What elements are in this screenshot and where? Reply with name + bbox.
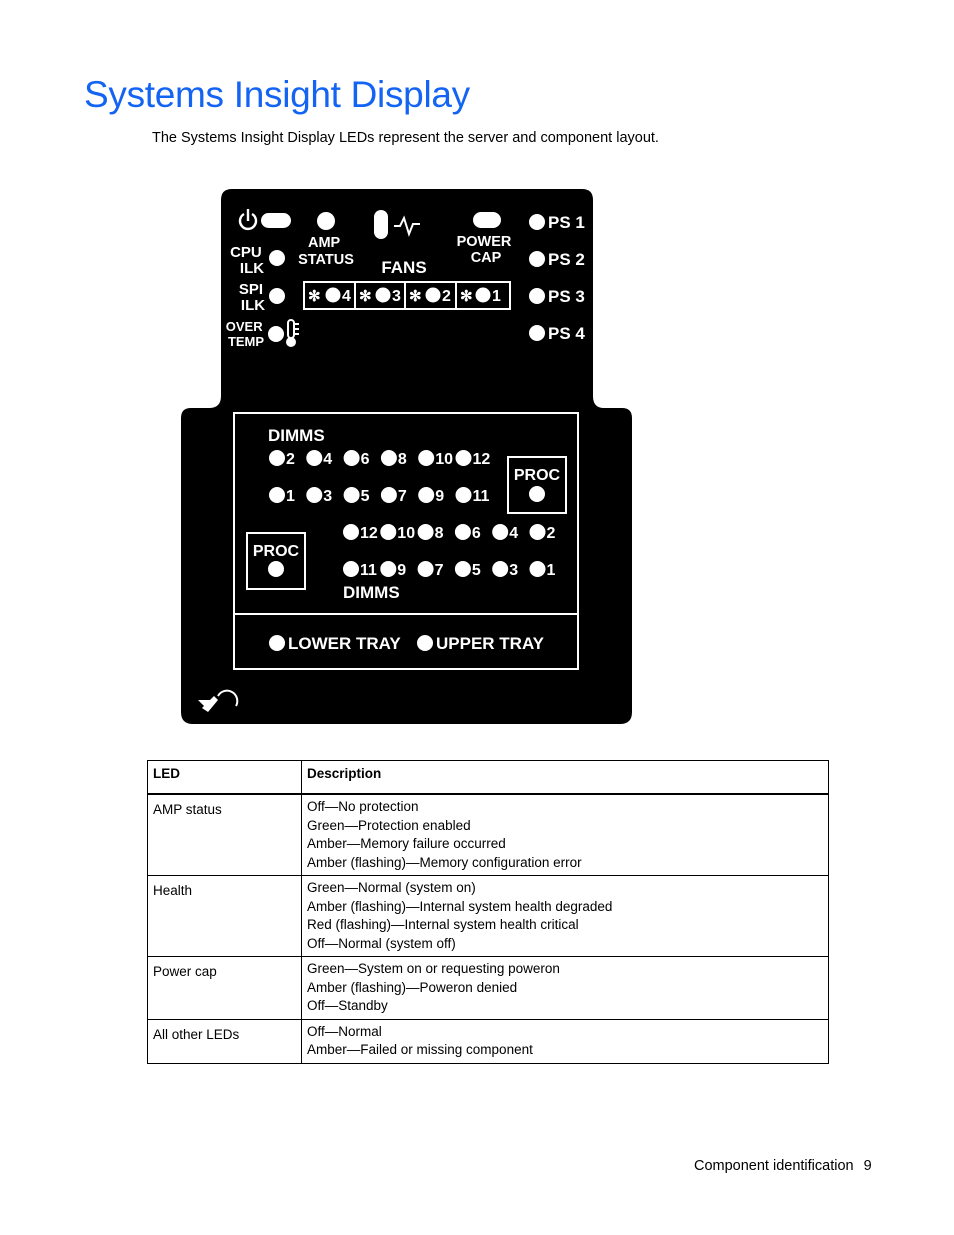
dimm-label: 9 [397, 562, 407, 579]
ps3-led [529, 288, 545, 304]
dimm-label: 9 [435, 488, 445, 505]
description-cell [302, 957, 829, 1020]
description-line: Amber—Memory failure occurred [307, 836, 506, 851]
description-cell [302, 1019, 829, 1063]
fan-icon: ✻ [460, 288, 473, 305]
dimm-led [343, 561, 359, 577]
description-line: Green—Protection enabled [307, 817, 471, 833]
ps4-led [529, 325, 545, 341]
fan1-label: 1 [492, 288, 501, 305]
proc2-label: PROC [513, 467, 561, 484]
proc1-led [268, 561, 284, 577]
ps4-label: PS 4 [548, 324, 585, 343]
dimm-led [269, 450, 285, 466]
dimm-led [344, 450, 360, 466]
led-cell: Power cap [148, 957, 302, 1020]
upper-tray-led [417, 635, 433, 651]
dimm-led [456, 487, 472, 503]
dimm-label: 8 [434, 525, 444, 542]
page-footer [694, 1158, 872, 1174]
proc1-label: PROC [252, 543, 300, 560]
dimm-label: 2 [546, 525, 556, 542]
footer-section: Component identification [694, 1158, 854, 1174]
over-temp-label: OVER TEMP [225, 319, 265, 349]
dimm-led [418, 487, 434, 503]
led-cell: AMP status [148, 794, 302, 876]
dimms-bottom-label: DIMMS [343, 583, 400, 602]
dimm-led [418, 561, 434, 577]
dimm-label: 6 [360, 451, 370, 468]
proc2-led [529, 486, 545, 502]
power-cap-label: POWER CAP [456, 234, 512, 266]
dimm-led [306, 450, 322, 466]
table-row [148, 876, 829, 957]
dimm-led [530, 561, 546, 577]
dimm-label: 5 [471, 562, 481, 579]
dimm-label: 4 [509, 525, 519, 542]
dimm-label: 11 [472, 488, 490, 505]
description-line: Off—Normal [307, 1023, 382, 1039]
dimm-label: 10 [397, 525, 416, 542]
dimm-label: 10 [435, 451, 453, 468]
fan-icon: ✻ [359, 288, 372, 305]
header-description: Description [302, 761, 829, 795]
table-header-row [148, 761, 829, 795]
amp-status-label: AMP STATUS [298, 235, 354, 268]
description-line: Off—Standby [307, 998, 388, 1013]
fan-icon: ✻ [308, 288, 321, 305]
dimm-label: 7 [434, 562, 444, 579]
fans-label: FANS [381, 258, 427, 277]
dimm-label: 1 [546, 562, 556, 579]
system-health-led [374, 210, 388, 239]
table-row [148, 1019, 829, 1063]
dimm-label: 5 [360, 488, 370, 505]
description-line: Amber (flashing)—Memory configuration error [307, 854, 582, 870]
led-cell: Health [148, 876, 302, 957]
ps1-label: PS 1 [548, 213, 585, 232]
dimm-led [344, 487, 360, 503]
fan2-led [426, 288, 441, 303]
description-line: Red (flashing)—Internal system health critical [307, 917, 579, 932]
dimm-label: 2 [286, 451, 295, 468]
ps2-label: PS 2 [548, 250, 585, 269]
dimm-led [455, 561, 471, 577]
ps3-label: PS 3 [548, 287, 585, 306]
intro-paragraph: The Systems Insight Display LEDs represent the server and component layout. [152, 130, 659, 146]
amp-status-led [317, 212, 335, 230]
dimm-label: 7 [397, 488, 407, 505]
dimm-led [492, 561, 508, 577]
power-cap-led [473, 212, 501, 228]
description-line: Off—Normal (system off) [307, 935, 456, 951]
dimm-label: 12 [360, 525, 378, 542]
dimm-label: 8 [397, 451, 407, 468]
fan3-led [376, 288, 391, 303]
dimm-led [456, 450, 472, 466]
description-cell [302, 876, 829, 957]
description-line: Amber (flashing)—Poweron denied [307, 979, 518, 995]
dimm-led [381, 487, 397, 503]
dimm-label: 4 [323, 451, 333, 468]
lower-tray-led [269, 635, 285, 651]
led-cell: All other LEDs [148, 1019, 302, 1063]
table-row [148, 794, 829, 876]
dimm-led [381, 450, 397, 466]
ps2-led [529, 251, 545, 267]
fan2-label: 2 [442, 288, 451, 305]
spi-ilk-label: SPI ILK [238, 281, 266, 314]
header-led: LED [148, 761, 302, 795]
fan3-label: 3 [392, 288, 401, 305]
fan4-led [326, 288, 341, 303]
description-line: Green—Normal (system on) [307, 880, 476, 895]
dimm-label: 3 [323, 488, 333, 505]
page-title: Systems Insight Display [84, 74, 470, 115]
systems-insight-display-panel [180, 188, 634, 726]
cpu-ilk-led [269, 250, 285, 266]
dimm-led [380, 524, 396, 540]
footer-page-number: 9 [863, 1158, 872, 1174]
dimm-led [418, 524, 434, 540]
dimm-label: 3 [509, 562, 519, 579]
dimm-label: 11 [360, 562, 377, 579]
dimms-top-label: DIMMS [268, 426, 325, 445]
dimm-led [530, 524, 546, 540]
description-line: Off—No protection [307, 799, 419, 814]
dimm-led [380, 561, 396, 577]
dimm-led [306, 487, 322, 503]
ps1-led [529, 214, 545, 230]
dimm-led [418, 450, 434, 466]
fan4-label: 4 [342, 288, 351, 305]
health-led [261, 213, 291, 228]
spi-ilk-led [269, 288, 285, 304]
description-cell [302, 794, 829, 876]
lower-tray-label: LOWER TRAY [288, 634, 401, 653]
over-temp-led [268, 326, 284, 342]
dimm-label: 12 [472, 451, 491, 468]
description-line: Amber (flashing)—Internal system health degraded [307, 898, 613, 914]
description-line: Amber—Failed or missing component [307, 1042, 533, 1057]
upper-tray-label: UPPER TRAY [436, 634, 545, 653]
description-line: Green—System on or requesting poweron [307, 961, 560, 976]
cpu-ilk-label: CPU ILK [230, 244, 265, 277]
dimm-led [269, 487, 285, 503]
fan-icon: ✻ [409, 288, 422, 305]
dimm-label: 1 [286, 488, 295, 505]
dimm-led [492, 524, 508, 540]
dimm-label: 6 [471, 525, 481, 542]
fan1-led [476, 288, 491, 303]
dimm-led [455, 524, 471, 540]
table-row [148, 957, 829, 1020]
led-description-table [147, 760, 829, 1064]
dimm-led [343, 524, 359, 540]
